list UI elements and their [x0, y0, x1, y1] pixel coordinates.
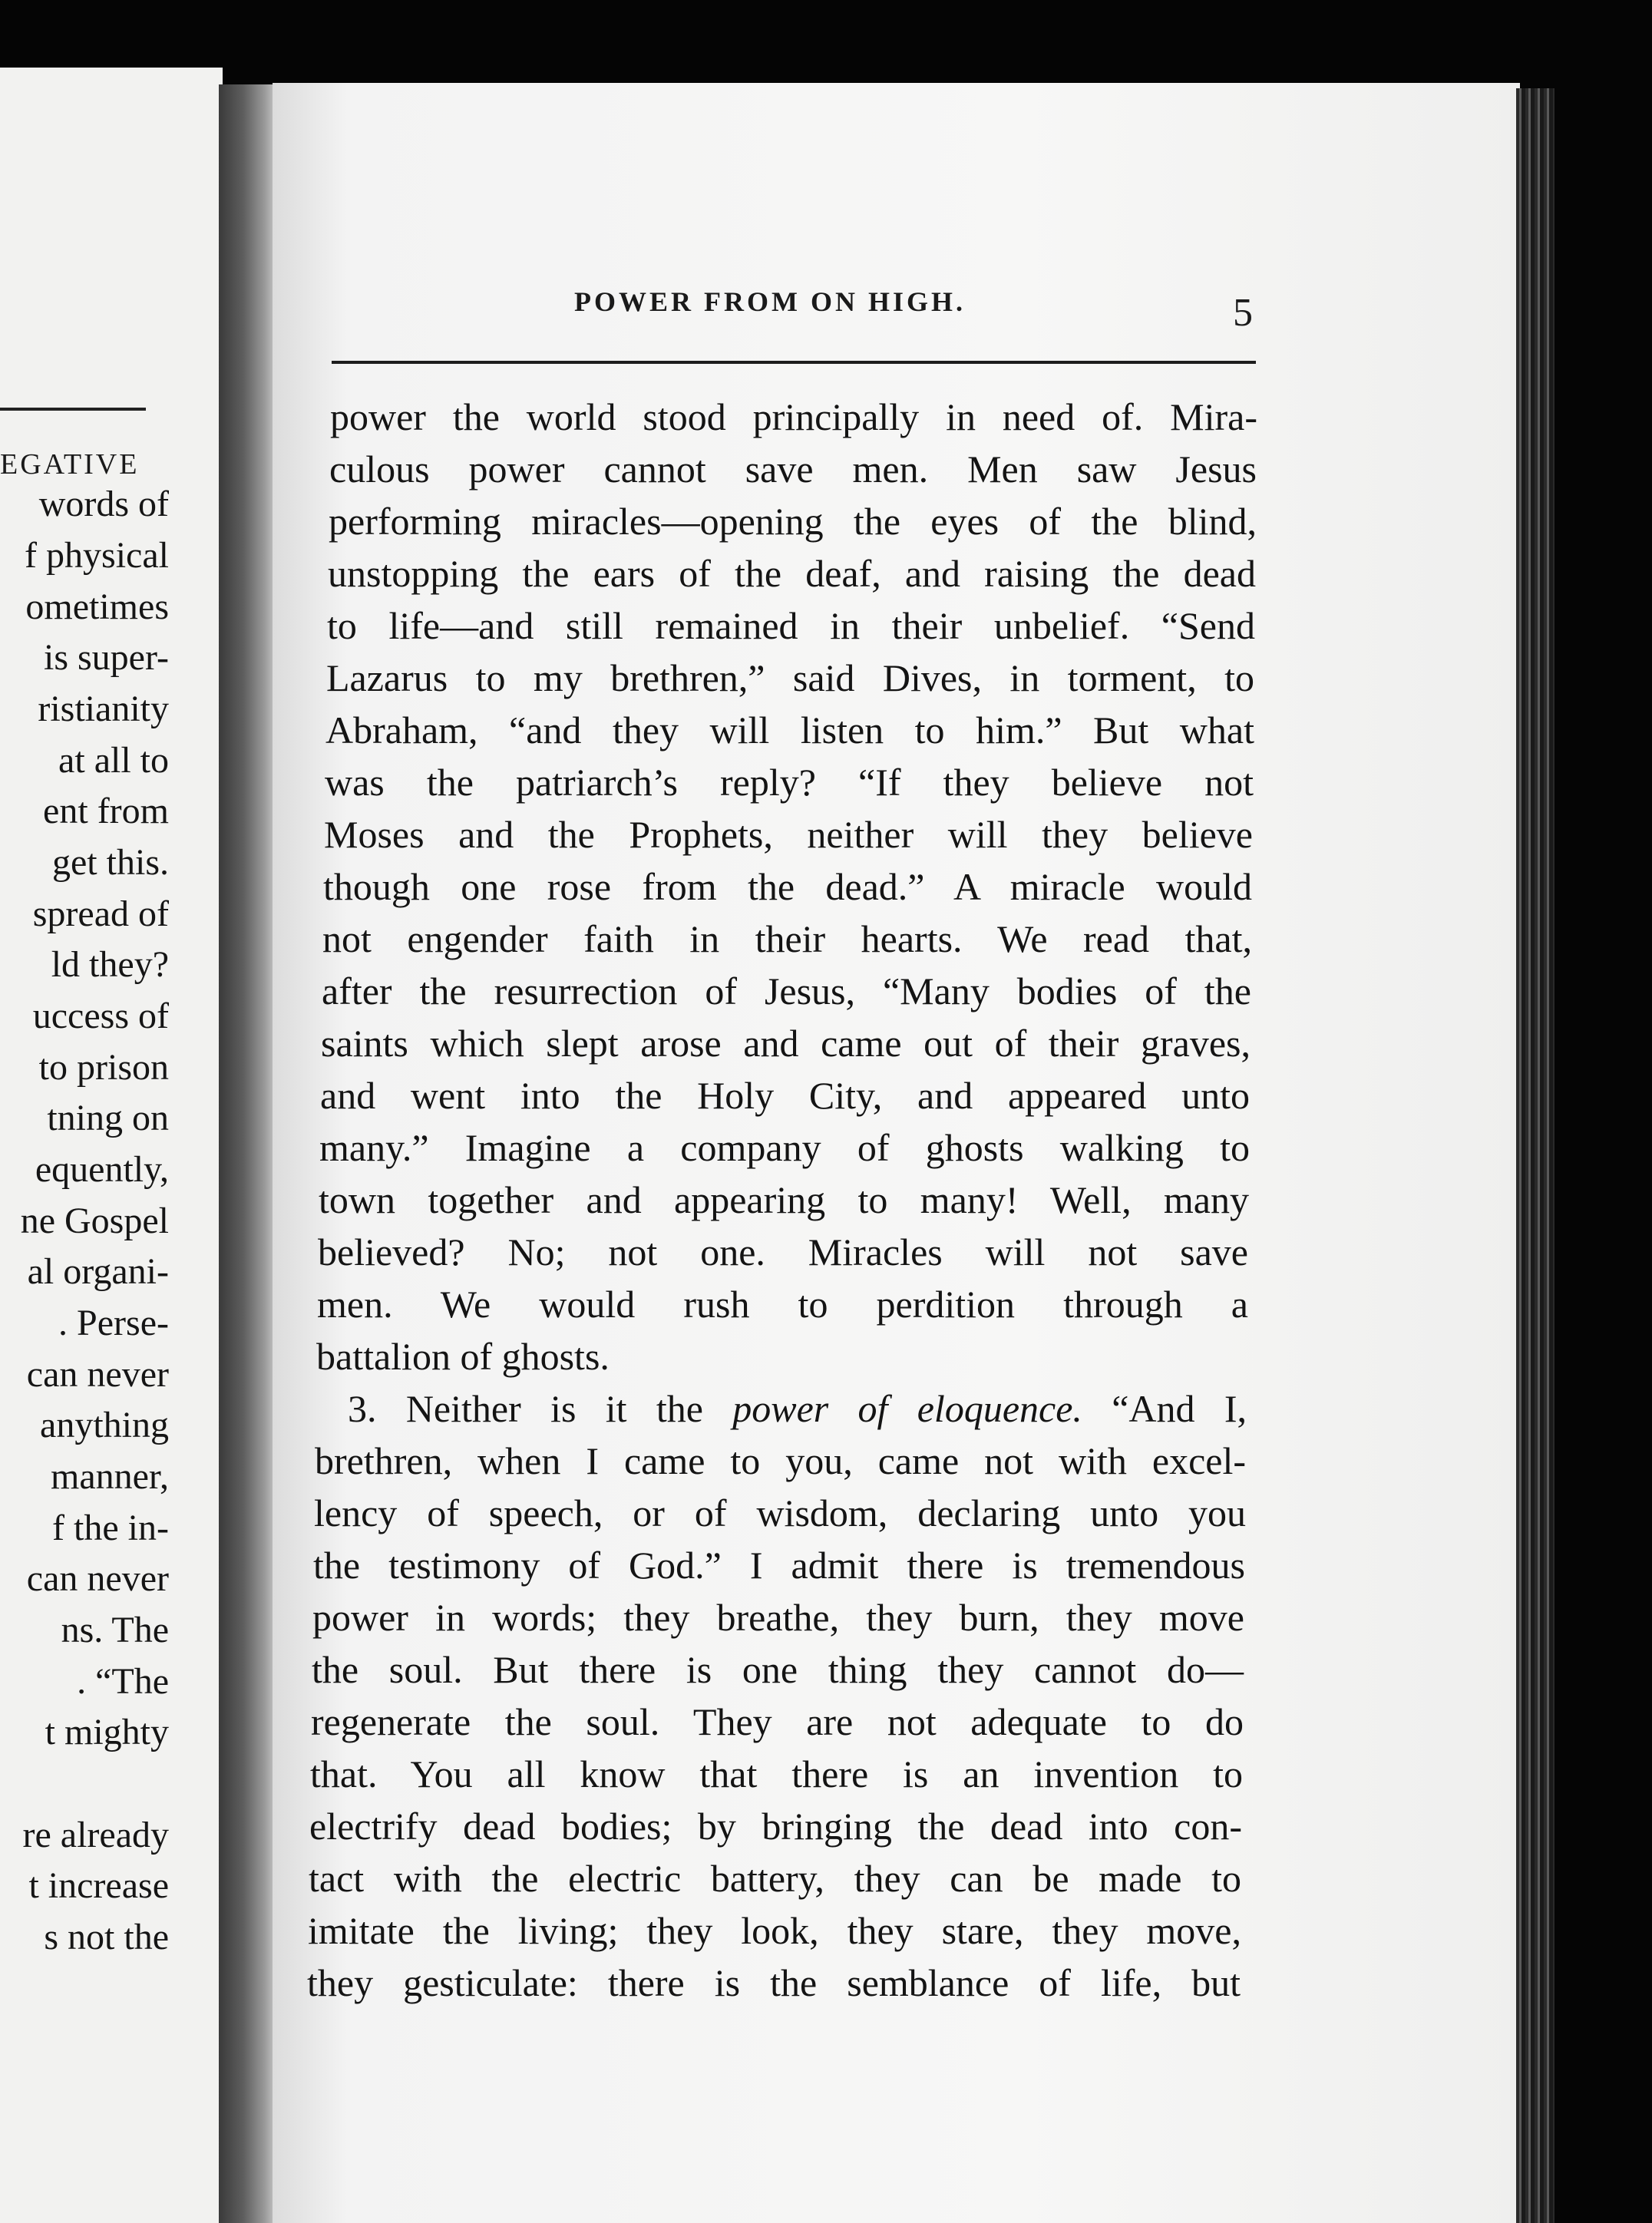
body-line: to life—and still remained in their unbelief. “Send: [327, 604, 1255, 647]
left-page-line: words of: [38, 484, 169, 524]
left-page-line: ent from: [43, 791, 169, 831]
page-number: 5: [1233, 291, 1253, 335]
body-line: brethren, when I came to you, came not with excel-: [315, 1439, 1246, 1482]
left-page-line: re already: [22, 1815, 169, 1855]
left-page-line: anything: [40, 1405, 169, 1445]
body-line: the testimony of God.” I admit there is tremendous: [313, 1544, 1245, 1587]
body-line: 3. Neither is it the power of eloquence. “And I,: [348, 1387, 1247, 1430]
left-page-line: ne Gospel: [20, 1201, 169, 1241]
left-page-line: s not the: [44, 1917, 169, 1957]
left-page-line: at all to: [58, 740, 169, 781]
body-line: Moses and the Prophets, neither will they believe: [324, 813, 1253, 856]
left-page-line: ld they?: [51, 944, 169, 985]
body-line: many.” Imagine a company of ghosts walking to: [319, 1126, 1250, 1169]
body-line: culous power cannot save men. Men saw Jesus: [329, 448, 1257, 491]
body-line: believed? No; not one. Miracles will not save: [318, 1230, 1248, 1273]
left-page-line: can never: [26, 1558, 169, 1599]
body-line: unstopping the ears of the deaf, and raising the dead: [328, 552, 1256, 595]
running-head: POWER FROM ON HIGH.: [574, 286, 966, 317]
left-page-line: tning on: [47, 1098, 169, 1138]
body-line: town together and appearing to many! Well, many: [319, 1178, 1249, 1221]
left-page-line: . Perse-: [58, 1303, 169, 1343]
body-line: performing miracles—opening the eyes of the blind,: [329, 500, 1257, 543]
body-line: electrify dead bodies; by bringing the dead into con-: [309, 1805, 1242, 1848]
left-page-line: equently,: [35, 1149, 169, 1190]
body-line: battalion of ghosts.: [316, 1335, 610, 1378]
body-line: they gesticulate: there is the semblance of life, but: [307, 1961, 1241, 2004]
left-page-line: manner,: [50, 1456, 169, 1497]
left-page-line: ristianity: [38, 689, 169, 729]
left-page-line: al organi-: [27, 1251, 169, 1292]
left-page-line: ometimes: [25, 586, 169, 627]
left-page-heading-fragment: EGATIVE: [0, 448, 140, 481]
left-page-line: t mighty: [45, 1712, 169, 1752]
left-page-line: uccess of: [32, 996, 169, 1036]
body-line: regenerate the soul. They are not adequate to do: [311, 1700, 1244, 1743]
body-line: not engender faith in their hearts. We read that,: [322, 917, 1252, 960]
body-line: the soul. But there is one thing they cannot do—: [312, 1648, 1244, 1691]
body-line: power the world stood principally in need of. Mira-: [330, 395, 1257, 438]
body-line: Abraham, “and they will listen to him.” But what: [325, 709, 1254, 751]
body-line: was the patriarch’s reply? “If they believe not: [325, 761, 1254, 804]
left-page-line: get this.: [52, 842, 169, 883]
left-page-line: can never: [26, 1354, 169, 1395]
left-page-line: spread of: [32, 893, 169, 934]
left-page-line: f physical: [25, 535, 169, 576]
left-page-line: to prison: [38, 1047, 169, 1088]
left-page-line: . “The: [77, 1661, 169, 1702]
body-line: men. We would rush to perdition through a: [317, 1283, 1248, 1326]
left-page-line: t increase: [28, 1865, 169, 1906]
left-page-line: is super-: [43, 637, 169, 678]
body-line: and went into the Holy City, and appeared unto: [320, 1074, 1250, 1117]
left-page-line: ns. The: [61, 1610, 169, 1650]
body-line: imitate the living; they look, they stare, they move,: [308, 1909, 1241, 1952]
body-line: that. You all know that there is an invention to: [310, 1752, 1243, 1795]
body-line: Lazarus to my brethren,” said Dives, in torment, to: [326, 656, 1254, 699]
body-line: saints which slept arose and came out of their graves,: [321, 1022, 1251, 1065]
body-line: power in words; they breathe, they burn, they move: [312, 1596, 1244, 1639]
body-line: lency of speech, or of wisdom, declaring unto you: [314, 1491, 1246, 1534]
body-line: tact with the electric battery, they can be made to: [309, 1857, 1241, 1900]
body-line: after the resurrection of Jesus, “Many bodies of the: [322, 969, 1251, 1012]
body-line: though one rose from the dead.” A miracle would: [323, 865, 1252, 908]
left-page-line: f the in-: [52, 1508, 169, 1548]
